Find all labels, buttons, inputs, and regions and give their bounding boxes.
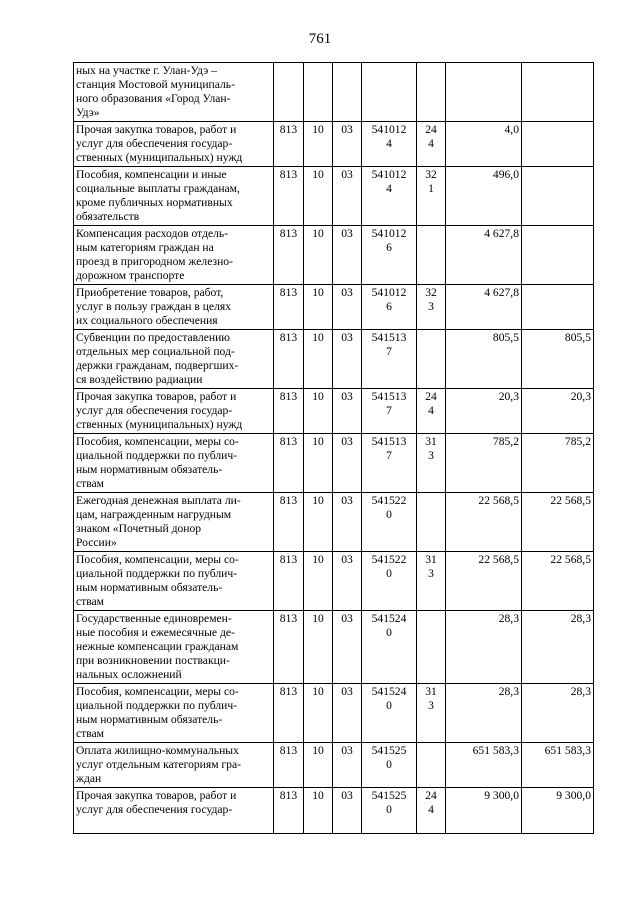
row-name-line: Пособия, компенсации, меры со- [76,553,239,566]
row-name-line: ным категориям граждан на [76,241,214,254]
expense-type-line: 3 [428,300,434,313]
amount-cell [446,167,522,226]
amount-value: 28,3 [498,612,519,625]
budget-table [73,62,594,834]
grbs-cell [274,63,304,122]
grbs-value: 813 [279,744,298,757]
grbs-cell [274,226,304,285]
amount-value: 28,3 [498,685,519,698]
table-row [74,611,594,684]
subsection-value: 03 [341,331,353,344]
amount-value: 651 583,3 [472,744,519,757]
amount-cell [446,63,522,122]
expense-type-line: 3 [428,567,434,580]
row-name-line: станция Мостовой муниципаль- [76,78,235,91]
table-row [74,122,594,167]
row-name-cell [74,611,274,684]
amount-value: 4 627,8 [484,227,519,240]
subsection-cell [333,611,362,684]
section-value: 10 [312,744,324,757]
table-row [74,389,594,434]
subsection-value: 03 [341,612,353,625]
grbs-cell [274,611,304,684]
table-row [74,788,594,834]
expense-type-cell [417,434,446,493]
target-article-line: 541524 [371,685,407,698]
row-name-line: Оплата жилищно-коммунальных [76,744,239,757]
amount-cell [446,493,522,552]
amount-value: 22 568,5 [478,494,519,507]
row-name-line: кроме публичных нормативных [76,196,233,209]
grbs-cell [274,552,304,611]
expense-type-line: 31 [425,685,437,698]
expense-type-line: 3 [428,699,434,712]
amount-cell [446,611,522,684]
row-name-line: Пособия, компенсации, меры со- [76,685,239,698]
row-name-line: Компенсация расходов отдель- [76,227,229,240]
section-cell [304,330,333,389]
grbs-value: 813 [279,612,298,625]
row-name-line: Государственные единовремен- [76,612,232,625]
amount-value: 496,0 [492,168,519,181]
amount-cell [446,226,522,285]
grbs-cell [274,167,304,226]
row-name-line: ных на участке г. Улан-Удэ – [76,64,217,77]
expense-type-line: 4 [428,803,434,816]
table-row [74,226,594,285]
row-name-line: держки гражданам, подвергших- [76,359,239,372]
row-name-line: ным нормативным обязатель- [76,581,223,594]
row-name-line: нальных осложнений [76,668,182,681]
row-name-line: Приобретение товаров, работ, [76,286,224,299]
grbs-value: 813 [279,123,298,136]
expense-type-cell [417,788,446,834]
row-name-line: ным нормативным обязатель- [76,463,223,476]
table-row [74,63,594,122]
subsection-cell [333,167,362,226]
target-article-line: 7 [386,404,392,417]
row-name-line: ствам [76,727,105,740]
amount-cell [446,285,522,330]
target-article-cell [362,167,417,226]
subvention-amount-value: 28,3 [570,612,591,625]
section-cell [304,285,333,330]
row-name-line: Удэ» [76,106,100,119]
expense-type-cell [417,122,446,167]
subsection-cell [333,389,362,434]
grbs-value: 813 [279,168,298,181]
target-article-cell [362,389,417,434]
expense-type-line: 24 [425,123,437,136]
expense-type-line: 24 [425,789,437,802]
section-value: 10 [312,227,324,240]
grbs-value: 813 [279,390,298,403]
target-article-line: 541012 [371,123,407,136]
row-name-cell [74,122,274,167]
subvention-amount-value: 22 568,5 [550,553,591,566]
target-article-line: 541012 [371,286,407,299]
subsection-cell [333,285,362,330]
row-name-line: России» [76,536,117,549]
row-name-line: циальной поддержки по публич- [76,699,238,712]
subvention-amount-cell [522,63,594,122]
grbs-value: 813 [279,553,298,566]
table-row [74,330,594,389]
section-cell [304,389,333,434]
subvention-amount-value: 805,5 [564,331,591,344]
target-article-cell [362,285,417,330]
subsection-cell [333,493,362,552]
section-value: 10 [312,286,324,299]
section-cell [304,167,333,226]
row-name-line: нежные компенсации гражданам [76,640,239,653]
target-article-line: 541525 [371,789,407,802]
section-value: 10 [312,435,324,448]
row-name-line: циальной поддержки по публич- [76,567,238,580]
row-name-line: услуг в пользу граждан в целях [76,300,231,313]
subsection-value: 03 [341,286,353,299]
subvention-amount-cell [522,493,594,552]
table-row [74,493,594,552]
subsection-value: 03 [341,123,353,136]
grbs-cell [274,285,304,330]
subvention-amount-cell [522,167,594,226]
expense-type-line: 32 [425,168,437,181]
target-article-line: 0 [386,803,392,816]
amount-cell [446,434,522,493]
table-row [74,684,594,743]
row-name-line: ственных (муниципальных) нужд [76,151,243,164]
row-name-line: Пособия, компенсации, меры со- [76,435,239,448]
row-name-cell [74,684,274,743]
grbs-value: 813 [279,435,298,448]
table-row [74,167,594,226]
amount-cell [446,122,522,167]
target-article-line: 4 [386,182,392,195]
target-article-line: 4 [386,137,392,150]
row-name-line: ждан [76,772,102,785]
row-name-line: услуг для обеспечения государ- [76,137,233,150]
row-name-line: услуг для обеспечения государ- [76,404,233,417]
row-name-line: ным нормативным обязатель- [76,713,223,726]
amount-cell [446,788,522,834]
target-article-line: 6 [386,241,392,254]
target-article-line: 541513 [371,390,407,403]
expense-type-cell [417,552,446,611]
target-article-line: 0 [386,626,392,639]
target-article-cell [362,63,417,122]
expense-type-line: 31 [425,435,437,448]
table-row [74,434,594,493]
subsection-value: 03 [341,390,353,403]
section-value: 10 [312,612,324,625]
subvention-amount-cell [522,226,594,285]
expense-type-cell [417,611,446,684]
row-name-line: Прочая закупка товаров, работ и [76,789,237,802]
amount-cell [446,389,522,434]
subsection-cell [333,226,362,285]
subvention-amount-cell [522,743,594,788]
section-cell [304,122,333,167]
section-value: 10 [312,168,324,181]
amount-value: 4,0 [504,123,519,136]
table-row [74,285,594,330]
row-name-cell [74,63,274,122]
row-name-line: ся воздействию радиации [76,373,203,386]
subsection-cell [333,330,362,389]
row-name-line: их социального обеспечения [76,314,218,327]
subvention-amount-cell [522,434,594,493]
amount-value: 9 300,0 [484,789,519,802]
amount-cell [446,552,522,611]
grbs-cell [274,122,304,167]
grbs-value: 813 [279,331,298,344]
target-article-cell [362,226,417,285]
table-row [74,552,594,611]
target-article-cell [362,743,417,788]
subsection-cell [333,684,362,743]
expense-type-line: 4 [428,137,434,150]
target-article-cell [362,493,417,552]
row-name-line: проезд в пригородном железно- [76,255,233,268]
subsection-cell [333,434,362,493]
target-article-cell [362,611,417,684]
target-article-cell [362,122,417,167]
row-name-line: социальные выплаты гражданам, [76,182,240,195]
grbs-cell [274,330,304,389]
target-article-line: 541513 [371,435,407,448]
subvention-amount-cell [522,122,594,167]
subsection-cell [333,552,362,611]
row-name-cell [74,330,274,389]
expense-type-cell [417,167,446,226]
expense-type-line: 24 [425,390,437,403]
row-name-cell [74,167,274,226]
row-name-line: ного образования «Город Улан- [76,92,231,105]
grbs-value: 813 [279,789,298,802]
target-article-cell [362,684,417,743]
target-article-line: 541525 [371,744,407,757]
grbs-cell [274,684,304,743]
amount-cell [446,743,522,788]
target-article-line: 0 [386,508,392,521]
row-name-cell [74,285,274,330]
expense-type-cell [417,63,446,122]
subsection-value: 03 [341,553,353,566]
expense-type-line: 4 [428,404,434,417]
target-article-cell [362,552,417,611]
row-name-line: Прочая закупка товаров, работ и [76,390,237,403]
grbs-cell [274,743,304,788]
row-name-line: ствам [76,595,105,608]
target-article-line: 541513 [371,331,407,344]
section-cell [304,493,333,552]
target-article-line: 541522 [371,494,407,507]
amount-value: 22 568,5 [478,553,519,566]
subvention-amount-cell [522,389,594,434]
target-article-line: 7 [386,345,392,358]
subsection-value: 03 [341,227,353,240]
target-article-line: 6 [386,300,392,313]
section-cell [304,434,333,493]
expense-type-line: 32 [425,286,437,299]
subsection-value: 03 [341,789,353,802]
subsection-value: 03 [341,744,353,757]
subvention-amount-value: 20,3 [570,390,591,403]
grbs-value: 813 [279,685,298,698]
grbs-cell [274,389,304,434]
subsection-cell [333,63,362,122]
expense-type-cell [417,389,446,434]
section-value: 10 [312,685,324,698]
budget-table-body [74,63,594,834]
subvention-amount-value: 785,2 [564,435,591,448]
row-name-cell [74,788,274,834]
expense-type-cell [417,743,446,788]
subsection-value: 03 [341,435,353,448]
row-name-line: услуг отдельным категориям гра- [76,758,241,771]
target-article-line: 7 [386,449,392,462]
grbs-cell [274,788,304,834]
amount-value: 4 627,8 [484,286,519,299]
expense-type-cell [417,226,446,285]
expense-type-cell [417,684,446,743]
row-name-line: Пособия, компенсации и иные [76,168,227,181]
row-name-line: ственных (муниципальных) нужд [76,418,243,431]
grbs-cell [274,493,304,552]
target-article-line: 541012 [371,168,407,181]
amount-cell [446,684,522,743]
expense-type-cell [417,330,446,389]
target-article-cell [362,330,417,389]
row-name-cell [74,389,274,434]
row-name-line: отдельных мер социальной под- [76,345,235,358]
subsection-cell [333,788,362,834]
grbs-value: 813 [279,227,298,240]
row-name-line: услуг для обеспечения государ- [76,803,233,816]
table-row [74,743,594,788]
target-article-cell [362,788,417,834]
subvention-amount-value: 22 568,5 [550,494,591,507]
subvention-amount-value: 9 300,0 [556,789,591,802]
target-article-line: 541522 [371,553,407,566]
target-article-line: 0 [386,699,392,712]
subsection-cell [333,122,362,167]
row-name-line: Субвенции по предоставлению [76,331,230,344]
amount-value: 20,3 [498,390,519,403]
target-article-line: 0 [386,758,392,771]
target-article-cell [362,434,417,493]
subsection-cell [333,743,362,788]
section-cell [304,743,333,788]
row-name-cell [74,434,274,493]
section-value: 10 [312,390,324,403]
subvention-amount-cell [522,788,594,834]
expense-type-line: 3 [428,449,434,462]
subsection-value: 03 [341,494,353,507]
expense-type-line: 1 [428,182,434,195]
grbs-value: 813 [279,286,298,299]
section-cell [304,226,333,285]
subvention-amount-cell [522,684,594,743]
expense-type-line: 31 [425,553,437,566]
row-name-line: Прочая закупка товаров, работ и [76,123,237,136]
subvention-amount-cell [522,611,594,684]
amount-cell [446,330,522,389]
subsection-value: 03 [341,168,353,181]
target-article-line: 541524 [371,612,407,625]
row-name-cell [74,493,274,552]
row-name-line: дорожном транспорте [76,269,185,282]
section-cell [304,788,333,834]
subvention-amount-cell [522,285,594,330]
section-value: 10 [312,553,324,566]
grbs-cell [274,434,304,493]
expense-type-cell [417,285,446,330]
subvention-amount-value: 651 583,3 [544,744,591,757]
section-value: 10 [312,123,324,136]
row-name-cell [74,552,274,611]
page-number: 761 [308,31,332,47]
amount-value: 805,5 [492,331,519,344]
target-article-line: 541012 [371,227,407,240]
row-name-line: ные пособия и ежемесячные де- [76,626,235,639]
row-name-line: ствам [76,477,105,490]
section-value: 10 [312,331,324,344]
target-article-line: 0 [386,567,392,580]
grbs-value: 813 [279,494,298,507]
subvention-amount-value: 28,3 [570,685,591,698]
section-cell [304,684,333,743]
row-name-line: цам, награжденным нагрудным [76,508,232,521]
subsection-value: 03 [341,685,353,698]
row-name-cell [74,226,274,285]
section-value: 10 [312,494,324,507]
subvention-amount-cell [522,552,594,611]
row-name-line: Ежегодная денежная выплата ли- [76,494,241,507]
section-cell [304,63,333,122]
row-name-line: обязательств [76,210,140,223]
expense-type-cell [417,493,446,552]
row-name-cell [74,743,274,788]
section-value: 10 [312,789,324,802]
row-name-line: знаком «Почетный донор [76,522,202,535]
subvention-amount-cell [522,330,594,389]
section-cell [304,552,333,611]
row-name-line: циальной поддержки по публич- [76,449,238,462]
row-name-line: при возникновении поствакци- [76,654,230,667]
amount-value: 785,2 [492,435,519,448]
section-cell [304,611,333,684]
